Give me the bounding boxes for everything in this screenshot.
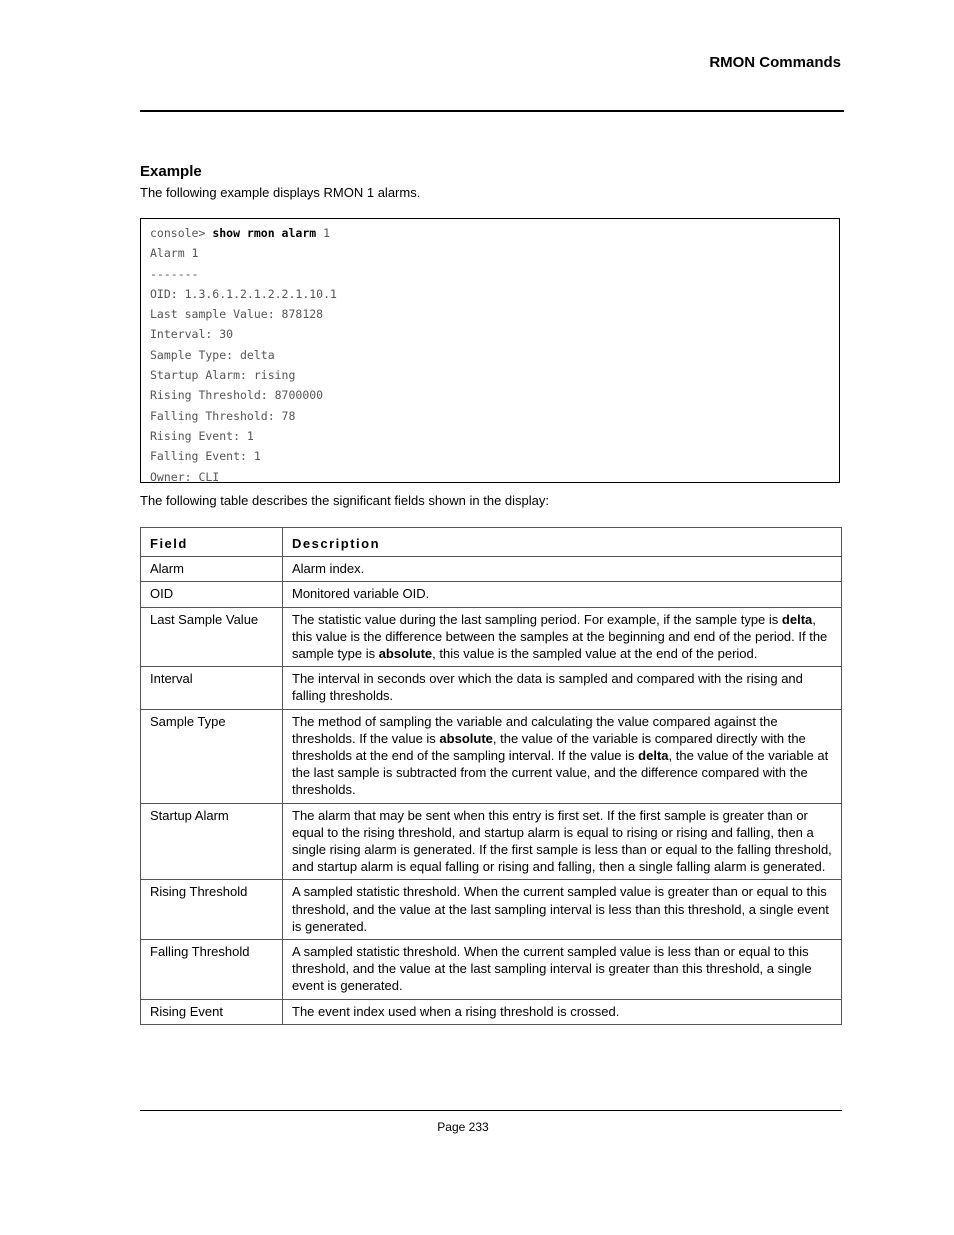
table-row	[141, 880, 842, 940]
field-cell: Rising Event	[141, 999, 283, 1024]
description-keyword: delta	[781, 611, 813, 627]
code-output-line: Rising Event: 1	[150, 428, 254, 443]
description-cell	[283, 607, 842, 667]
header-divider	[140, 110, 844, 112]
field-cell: Last Sample Value	[141, 607, 283, 667]
field-cell: Alarm	[141, 557, 283, 582]
description-keyword: absolute	[439, 730, 493, 746]
field-cell: Sample Type	[141, 709, 283, 803]
table-row	[141, 999, 842, 1024]
description-text: The statistic value during the last sampling period. For example, if the sample type is	[292, 611, 782, 627]
description-cell	[283, 709, 842, 803]
code-output	[150, 243, 830, 487]
code-output-line: Sample Type: delta	[150, 347, 275, 362]
description-text: A sampled statistic threshold. When the current sampled value is greater than or equal to this threshold, and the value at the last sampling interval is less than this threshold, a single event is generated.	[292, 884, 829, 934]
footer-divider	[140, 1110, 842, 1111]
section-heading: Example	[140, 163, 202, 180]
code-output-line: Falling Event: 1	[150, 449, 261, 464]
table-header-row	[141, 528, 842, 557]
description-text: , the value of the variable at the last sample is subtracted from the current value, and the difference compared with the thresholds.	[292, 748, 829, 798]
description-keyword: delta	[638, 748, 669, 764]
field-cell: Startup Alarm	[141, 803, 283, 880]
code-output-line: Falling Threshold: 78	[150, 408, 296, 423]
code-output-line: Owner: CLI	[150, 469, 220, 484]
description-cell	[283, 999, 842, 1024]
description-text: , this value is the sampled value at the end of the period.	[432, 646, 758, 662]
table-row	[141, 803, 842, 880]
code-output-line: Last sample Value: 878128	[150, 307, 324, 322]
description-column-header: Description	[283, 528, 842, 557]
code-example-box	[140, 218, 840, 483]
table-body	[141, 557, 842, 1025]
table-intro-text: The following table describes the significant fields shown in the display:	[140, 493, 550, 508]
console-argument: 1	[316, 226, 331, 240]
field-column-header: Field	[141, 528, 283, 557]
code-output-line: Alarm 1	[150, 246, 199, 261]
code-output-line: OID: 1.3.6.1.2.1.2.2.1.10.1	[150, 286, 337, 301]
description-text: , this value is the difference between the samples at the beginning and end of the period. If the sample type is	[292, 611, 828, 662]
example-intro-text: The following example displays RMON 1 alarms.	[140, 185, 421, 200]
table-row	[141, 557, 842, 582]
description-text: Monitored variable OID.	[292, 586, 430, 602]
code-output-line: -------	[150, 266, 199, 281]
description-text: , the value of the variable is compared directly with the thresholds at the end of the sampling interval. If the value is	[292, 730, 806, 764]
table-row	[141, 667, 842, 709]
console-prompt: console>	[150, 226, 213, 240]
code-output-line: Startup Alarm: rising	[150, 368, 296, 383]
description-text: Alarm index.	[292, 561, 365, 577]
table-row	[141, 940, 842, 1000]
page-number: Page 233	[437, 1120, 489, 1134]
description-text: The method of sampling the variable and calculating the value compared against the thresholds. If the value is	[292, 713, 778, 746]
description-cell	[283, 940, 842, 1000]
console-command: show rmon alarm	[212, 226, 317, 240]
field-cell: Falling Threshold	[141, 940, 283, 1000]
table-row	[141, 582, 842, 607]
field-cell: Rising Threshold	[141, 880, 283, 940]
description-cell	[283, 582, 842, 607]
code-output-line: Rising Threshold: 8700000	[150, 388, 324, 403]
description-cell	[283, 803, 842, 880]
description-cell	[283, 880, 842, 940]
description-keyword: absolute	[378, 646, 433, 662]
description-cell	[283, 557, 842, 582]
description-text: The interval in seconds over which the data is sampled and compared with the rising and falling thresholds.	[292, 671, 803, 704]
field-cell: OID	[141, 582, 283, 607]
table-row	[141, 607, 842, 667]
code-command-line	[150, 223, 830, 243]
table-row	[141, 709, 842, 803]
description-text: The alarm that may be sent when this entry is first set. If the first sample is greater than or equal to the rising threshold, and startup alarm is equal to rising or rising and falling, then a single rising alarm is generated. If the first sample is less than or equal to the falling threshold, and startup alarm is equal falling or rising and falling, then a single falling alarm is generated.	[292, 807, 832, 875]
description-text: The event index used when a rising threshold is crossed.	[292, 1003, 620, 1019]
description-cell	[283, 667, 842, 709]
code-output-line: Interval: 30	[150, 327, 234, 342]
field-cell: Interval	[141, 667, 283, 709]
field-description-table	[140, 527, 842, 1025]
running-header-title: RMON Commands	[709, 54, 841, 71]
description-text: A sampled statistic threshold. When the current sampled value is less than or equal to this threshold, and the value at the last sampling interval is greater than this threshold, a single event is generated.	[292, 944, 812, 994]
